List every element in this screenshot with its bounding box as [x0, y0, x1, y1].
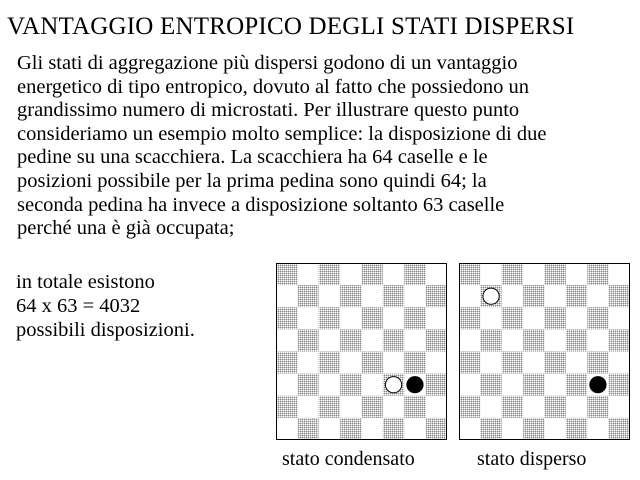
dark-square	[404, 352, 425, 374]
light-square	[276, 418, 297, 440]
dark-square	[566, 418, 587, 440]
light-square	[609, 307, 630, 329]
paragraph-line: posizioni possibile per la prima pedina sono quindi 64; la	[17, 169, 487, 192]
light-square	[502, 418, 523, 440]
light-square	[545, 374, 566, 396]
light-square	[383, 352, 404, 374]
caption-dispersed: stato disperso	[477, 448, 587, 470]
dark-square	[587, 352, 608, 374]
total-label: in totale esistono	[16, 271, 155, 293]
dark-square	[340, 329, 361, 351]
dark-square	[319, 352, 340, 374]
paragraph-line: energetico di tipo entropico, dovuto al fatto che possiedono un	[17, 75, 529, 98]
dark-square	[340, 418, 361, 440]
light-square	[523, 396, 544, 418]
light-square	[297, 396, 318, 418]
dark-square	[480, 418, 501, 440]
light-square	[383, 263, 404, 285]
light-square	[426, 396, 447, 418]
light-square	[362, 418, 383, 440]
light-square	[362, 285, 383, 307]
dark-square	[566, 374, 587, 396]
light-square	[276, 329, 297, 351]
light-square	[459, 374, 480, 396]
light-square	[404, 418, 425, 440]
dark-square	[404, 307, 425, 329]
dark-square	[523, 418, 544, 440]
black-piece	[407, 377, 423, 393]
dark-square	[426, 418, 447, 440]
dark-square	[523, 374, 544, 396]
dark-square	[545, 352, 566, 374]
dark-square	[566, 285, 587, 307]
dark-square	[609, 418, 630, 440]
light-square	[340, 352, 361, 374]
dark-square	[276, 307, 297, 329]
dark-square	[523, 285, 544, 307]
light-square	[319, 418, 340, 440]
chessboard-dispersed	[459, 263, 630, 440]
light-square	[587, 329, 608, 351]
light-square	[480, 307, 501, 329]
dark-square	[459, 396, 480, 418]
dark-square	[319, 307, 340, 329]
light-square	[319, 374, 340, 396]
light-square	[545, 418, 566, 440]
dark-square	[545, 263, 566, 285]
light-square	[426, 307, 447, 329]
dark-square	[545, 307, 566, 329]
light-square	[480, 263, 501, 285]
light-square	[297, 307, 318, 329]
dark-square	[404, 263, 425, 285]
dark-square	[502, 263, 523, 285]
dark-square	[340, 374, 361, 396]
dark-square	[502, 352, 523, 374]
white-piece	[385, 377, 401, 393]
light-square	[566, 396, 587, 418]
dark-square	[362, 396, 383, 418]
dark-square	[383, 418, 404, 440]
light-square	[404, 285, 425, 307]
light-square	[502, 329, 523, 351]
calculation: 64 x 63 = 4032	[16, 295, 141, 317]
light-square	[587, 418, 608, 440]
light-square	[609, 263, 630, 285]
light-square	[276, 285, 297, 307]
dark-square	[459, 352, 480, 374]
page-title: VANTAGGIO ENTROPICO DEGLI STATI DISPERSI	[7, 13, 575, 40]
paragraph-line: pedine su una scacchiera. La scacchiera ha 64 caselle e le	[17, 146, 488, 169]
dark-square	[609, 329, 630, 351]
chessboard-svg	[276, 263, 447, 440]
dark-square	[426, 285, 447, 307]
dark-square	[459, 307, 480, 329]
dark-square	[319, 263, 340, 285]
dark-square	[297, 329, 318, 351]
light-square	[319, 285, 340, 307]
dark-square	[566, 329, 587, 351]
chessboard-svg	[459, 263, 630, 440]
dark-square	[276, 396, 297, 418]
caption-condensed: stato condensato	[282, 448, 415, 470]
black-piece	[590, 377, 606, 393]
light-square	[383, 307, 404, 329]
dark-square	[426, 329, 447, 351]
light-square	[340, 263, 361, 285]
light-square	[383, 396, 404, 418]
light-square	[587, 285, 608, 307]
dark-square	[480, 374, 501, 396]
light-square	[566, 352, 587, 374]
light-square	[459, 329, 480, 351]
light-square	[566, 263, 587, 285]
dark-square	[276, 352, 297, 374]
light-square	[426, 352, 447, 374]
light-square	[340, 396, 361, 418]
dark-square	[404, 396, 425, 418]
dark-square	[426, 374, 447, 396]
light-square	[523, 307, 544, 329]
light-square	[362, 374, 383, 396]
dark-square	[383, 329, 404, 351]
light-square	[404, 329, 425, 351]
intro-paragraph	[17, 52, 637, 241]
dark-square	[523, 329, 544, 351]
light-square	[566, 307, 587, 329]
light-square	[297, 263, 318, 285]
dark-square	[502, 396, 523, 418]
dark-square	[609, 374, 630, 396]
dark-square	[609, 285, 630, 307]
light-square	[545, 329, 566, 351]
light-square	[319, 329, 340, 351]
dark-square	[319, 396, 340, 418]
dark-square	[297, 374, 318, 396]
paragraph-line: Gli stati di aggregazione più dispersi godono di un vantaggio	[17, 52, 518, 74]
light-square	[340, 307, 361, 329]
dark-square	[587, 307, 608, 329]
light-square	[426, 263, 447, 285]
dispositions-label: possibili disposizioni.	[16, 319, 195, 341]
dark-square	[297, 418, 318, 440]
chessboard-condensed	[276, 263, 447, 440]
dark-square	[362, 352, 383, 374]
light-square	[362, 329, 383, 351]
light-square	[459, 418, 480, 440]
paragraph-line: seconda pedina ha invece a disposizione soltanto 63 caselle	[17, 193, 505, 216]
dark-square	[459, 263, 480, 285]
light-square	[502, 285, 523, 307]
light-square	[609, 352, 630, 374]
light-square	[523, 352, 544, 374]
paragraph-line: consideriamo un esempio molto semplice: la disposizione di due	[17, 122, 547, 145]
light-square	[523, 263, 544, 285]
dark-square	[340, 285, 361, 307]
light-square	[502, 374, 523, 396]
light-square	[459, 285, 480, 307]
dark-square	[587, 396, 608, 418]
dark-square	[297, 285, 318, 307]
dark-square	[276, 263, 297, 285]
light-square	[545, 285, 566, 307]
dark-square	[502, 307, 523, 329]
paragraph-line: grandissimo numero di microstati. Per illustrare questo punto	[17, 99, 520, 122]
dark-square	[587, 263, 608, 285]
dark-square	[362, 263, 383, 285]
dark-square	[362, 307, 383, 329]
light-square	[480, 352, 501, 374]
dark-square	[480, 329, 501, 351]
light-square	[297, 352, 318, 374]
dark-square	[383, 285, 404, 307]
light-square	[276, 374, 297, 396]
paragraph-line: perché una è già occupata;	[17, 217, 235, 240]
dark-square	[545, 396, 566, 418]
light-square	[480, 396, 501, 418]
combinations-text	[16, 270, 195, 342]
white-piece	[483, 288, 499, 304]
light-square	[609, 396, 630, 418]
